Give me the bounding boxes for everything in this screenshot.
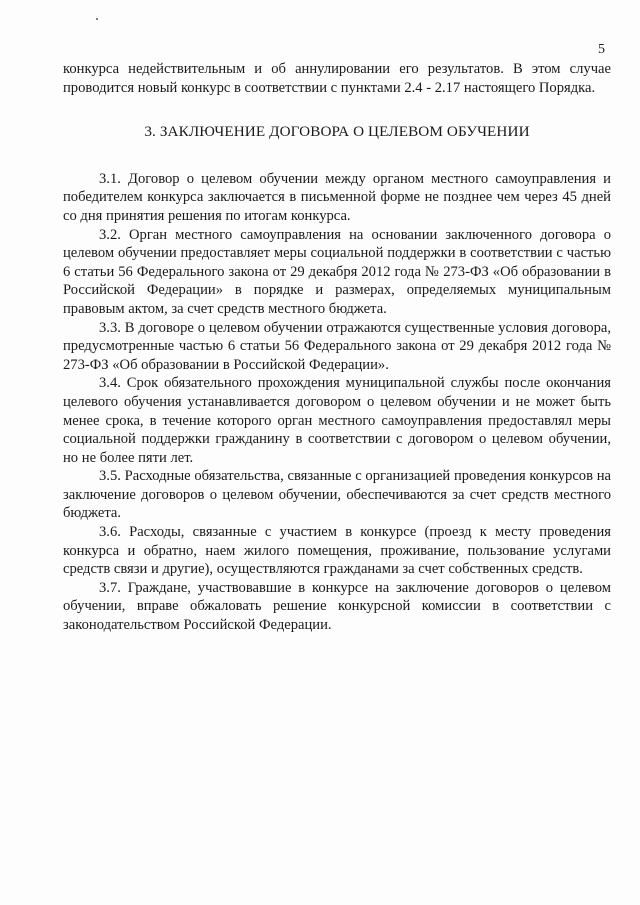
- continuation-paragraph: конкурса недействительным и об аннулировании его результатов. В этом случае проводится новый конкурс в соответствии с пунктами 2.4 - 2.17 настоящего Порядка.: [63, 61, 611, 96]
- paragraph-3-3: 3.3. В договоре о целевом обучении отражаются существенные условия договора, предусмотренные частью 6 статьи 56 Федерального закона от 29 декабря 2012 года № 273-ФЗ «Об образовании в Российской Федерации».: [63, 319, 611, 373]
- paragraph-3-2: 3.2. Орган местного самоуправления на основании заключенного договора о целевом обучении предоставляет меры социальной поддержки в соответствии с частью 6 статьи 56 Федерального закона от 29 декабря 2012 года № 273-ФЗ «Об образовании в Российской Федерации» в порядке и размерах, определяемых муниципальным правовым актом, за счет средств местного бюджета.: [63, 226, 611, 317]
- paragraph-3-5: 3.5. Расходные обязательства, связанные с организацией проведения конкурсов на заключение договоров о целевом обучении, обеспечиваются за счет средств местного бюджета.: [63, 468, 611, 522]
- document-body: [63, 60, 611, 635]
- paragraph-3-7: 3.7. Граждане, участвовавшие в конкурсе на заключение договоров о целевом обучении, вправе обжаловать решение конкурсной комиссии в соответствии с законодательством Российской Федерации.: [63, 579, 611, 634]
- paragraph-3-4: 3.4. Срок обязательного прохождения муниципальной службы после окончания целевого обучения устанавливается договором о целевом обучении и не может быть менее срока, в течение которого орган местного самоуправления предоставлял меры социальной поддержки гражданину в соответствии с договором о целевом обучении, но не более пяти лет.: [63, 375, 611, 466]
- section-heading: 3. ЗАКЛЮЧЕНИЕ ДОГОВОРА О ЦЕЛЕВОМ ОБУЧЕНИИ: [144, 123, 530, 141]
- page-number: 5: [598, 42, 605, 57]
- paragraph-3-6: 3.6. Расходы, связанные с участием в конкурсе (проезд к месту проведения конкурса и обратно, наем жилого помещения, проживание, пользование услугами средств связи и другие), осуществляются гражданами за счет собственных средств.: [63, 524, 611, 578]
- scan-speck: [96, 18, 98, 20]
- paragraph-3-1: 3.1. Договор о целевом обучении между органом местного самоуправления и победителем конкурса заключается в письменной форме не позднее чем через 45 дней со дня принятия решения по итогам конкурса.: [63, 170, 611, 224]
